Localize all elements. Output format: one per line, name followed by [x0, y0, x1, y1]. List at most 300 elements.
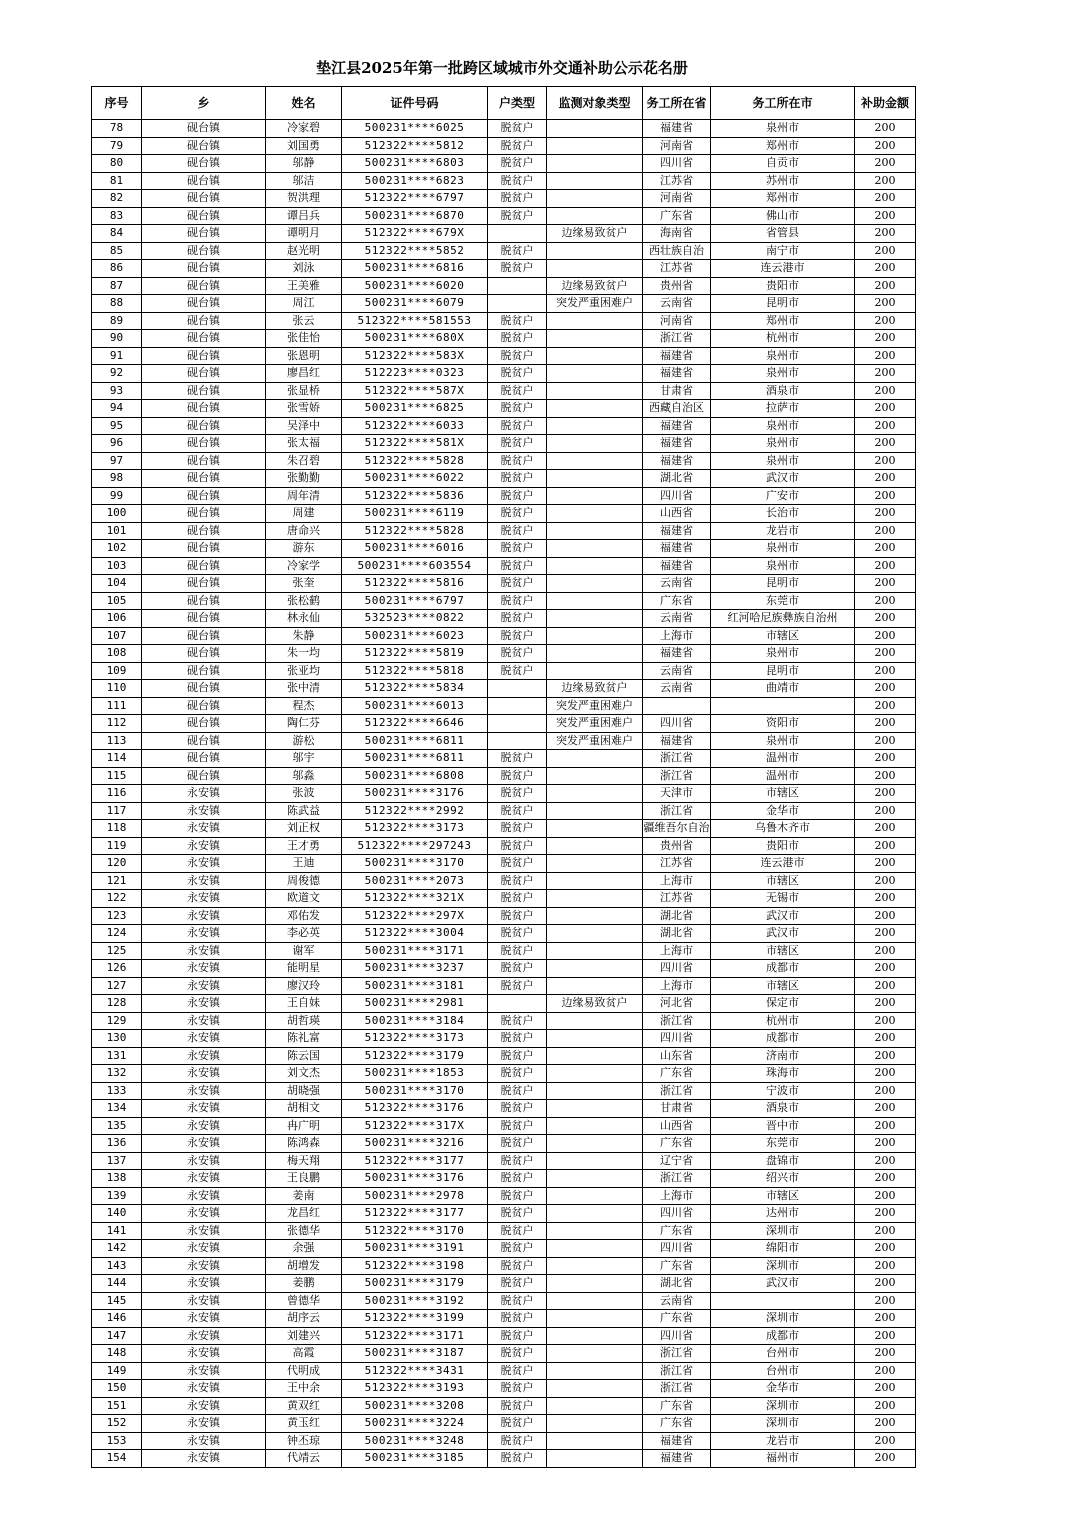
township-cell: 砚台镇: [142, 347, 266, 365]
household-type-cell: 脱贫户: [488, 505, 547, 523]
id-number-cell: 500231****6023: [342, 627, 488, 645]
city-cell: 泉州市: [711, 645, 855, 663]
table-row: [92, 995, 916, 1013]
amount-cell: 200: [855, 1030, 916, 1048]
name-cell: 梅天翔: [266, 1152, 342, 1170]
household-type-cell: 脱贫户: [488, 785, 547, 803]
id-number-cell: 500231****6013: [342, 697, 488, 715]
city-cell: 台州市: [711, 1345, 855, 1363]
id-number-cell: 512322****297X: [342, 907, 488, 925]
roster-body: [92, 120, 916, 1468]
monitor-type-cell: [547, 207, 643, 225]
township-cell: 永安镇: [142, 1362, 266, 1380]
table-row: [92, 1415, 916, 1433]
monitor-type-cell: [547, 540, 643, 558]
seq-cell: 106: [92, 610, 142, 628]
seq-cell: 103: [92, 557, 142, 575]
seq-cell: 131: [92, 1047, 142, 1065]
id-number-cell: 500231****3176: [342, 785, 488, 803]
city-cell: 泉州市: [711, 435, 855, 453]
header-seq: 序号: [92, 87, 142, 120]
province-cell: 广东省: [643, 1257, 711, 1275]
city-cell: 济南市: [711, 1047, 855, 1065]
monitor-type-cell: [547, 190, 643, 208]
id-number-cell: 500231****6016: [342, 540, 488, 558]
amount-cell: 200: [855, 137, 916, 155]
name-cell: 周建: [266, 505, 342, 523]
name-cell: 张恩明: [266, 347, 342, 365]
city-cell: 武汉市: [711, 470, 855, 488]
amount-cell: 200: [855, 1065, 916, 1083]
seq-cell: 93: [92, 382, 142, 400]
amount-cell: 200: [855, 1327, 916, 1345]
city-cell: 深圳市: [711, 1397, 855, 1415]
city-cell: 市辖区: [711, 872, 855, 890]
household-type-cell: 脱贫户: [488, 487, 547, 505]
city-cell: 红河哈尼族彝族自治州: [711, 610, 855, 628]
monitor-type-cell: [547, 382, 643, 400]
name-cell: 张佳怡: [266, 330, 342, 348]
name-cell: 张德华: [266, 1222, 342, 1240]
name-cell: 谢军: [266, 942, 342, 960]
household-type-cell: 脱贫户: [488, 977, 547, 995]
province-cell: 福建省: [643, 540, 711, 558]
household-type-cell: 脱贫户: [488, 960, 547, 978]
province-cell: 四川省: [643, 1030, 711, 1048]
household-type-cell: 脱贫户: [488, 1292, 547, 1310]
city-cell: 金华市: [711, 802, 855, 820]
amount-cell: 200: [855, 1240, 916, 1258]
amount-cell: 200: [855, 977, 916, 995]
province-cell: 四川省: [643, 487, 711, 505]
township-cell: 永安镇: [142, 1345, 266, 1363]
id-number-cell: 512322****587X: [342, 382, 488, 400]
id-number-cell: 500231****3185: [342, 1450, 488, 1468]
name-cell: 唐命兴: [266, 522, 342, 540]
amount-cell: 200: [855, 1380, 916, 1398]
township-cell: 砚台镇: [142, 750, 266, 768]
township-cell: 砚台镇: [142, 190, 266, 208]
household-type-cell: [488, 680, 547, 698]
monitor-type-cell: [547, 1450, 643, 1468]
seq-cell: 146: [92, 1310, 142, 1328]
monitor-type-cell: [547, 312, 643, 330]
household-type-cell: 脱贫户: [488, 1152, 547, 1170]
household-type-cell: 脱贫户: [488, 347, 547, 365]
household-type-cell: 脱贫户: [488, 1380, 547, 1398]
name-cell: 张中清: [266, 680, 342, 698]
name-cell: 胡相文: [266, 1100, 342, 1118]
seq-cell: 148: [92, 1345, 142, 1363]
province-cell: 江苏省: [643, 855, 711, 873]
township-cell: 砚台镇: [142, 155, 266, 173]
township-cell: 永安镇: [142, 1275, 266, 1293]
household-type-cell: 脱贫户: [488, 382, 547, 400]
province-cell: 云南省: [643, 575, 711, 593]
id-number-cell: 500231****2073: [342, 872, 488, 890]
province-cell: 浙江省: [643, 1012, 711, 1030]
amount-cell: 200: [855, 1345, 916, 1363]
township-cell: 永安镇: [142, 1152, 266, 1170]
id-number-cell: 512322****5812: [342, 137, 488, 155]
province-cell: 四川省: [643, 715, 711, 733]
household-type-cell: 脱贫户: [488, 1222, 547, 1240]
household-type-cell: [488, 995, 547, 1013]
seq-cell: 89: [92, 312, 142, 330]
amount-cell: 200: [855, 610, 916, 628]
monitor-type-cell: [547, 522, 643, 540]
name-cell: 胡晓强: [266, 1082, 342, 1100]
name-cell: 冷家碧: [266, 120, 342, 138]
monitor-type-cell: [547, 1135, 643, 1153]
monitor-type-cell: [547, 750, 643, 768]
name-cell: 陈武益: [266, 802, 342, 820]
province-cell: 湖北省: [643, 907, 711, 925]
township-cell: 砚台镇: [142, 627, 266, 645]
township-cell: 砚台镇: [142, 225, 266, 243]
township-cell: 永安镇: [142, 785, 266, 803]
name-cell: 陈鸿森: [266, 1135, 342, 1153]
province-cell: 福建省: [643, 1432, 711, 1450]
monitor-type-cell: [547, 1275, 643, 1293]
township-cell: 砚台镇: [142, 207, 266, 225]
table-row: [92, 470, 916, 488]
id-number-cell: 512322****3177: [342, 1152, 488, 1170]
seq-cell: 154: [92, 1450, 142, 1468]
household-type-cell: 脱贫户: [488, 137, 547, 155]
province-cell: 山西省: [643, 1117, 711, 1135]
table-row: [92, 260, 916, 278]
monitor-type-cell: [547, 820, 643, 838]
id-number-cell: 512322****3004: [342, 925, 488, 943]
city-cell: 乌鲁木齐市: [711, 820, 855, 838]
seq-cell: 139: [92, 1187, 142, 1205]
province-cell: 云南省: [643, 680, 711, 698]
township-cell: 砚台镇: [142, 505, 266, 523]
id-number-cell: 500231****680X: [342, 330, 488, 348]
table-row: [92, 120, 916, 138]
amount-cell: 200: [855, 837, 916, 855]
amount-cell: 200: [855, 1397, 916, 1415]
household-type-cell: 脱贫户: [488, 207, 547, 225]
id-number-cell: 500231****3237: [342, 960, 488, 978]
name-cell: 王迪: [266, 855, 342, 873]
household-type-cell: 脱贫户: [488, 1012, 547, 1030]
monitor-type-cell: [547, 1257, 643, 1275]
city-cell: 贵阳市: [711, 837, 855, 855]
city-cell: 泉州市: [711, 417, 855, 435]
household-type-cell: 脱贫户: [488, 907, 547, 925]
id-number-cell: 500231****6823: [342, 172, 488, 190]
name-cell: 高霞: [266, 1345, 342, 1363]
amount-cell: 200: [855, 1222, 916, 1240]
city-cell: 成都市: [711, 1030, 855, 1048]
amount-cell: 200: [855, 540, 916, 558]
city-cell: 郑州市: [711, 190, 855, 208]
household-type-cell: 脱贫户: [488, 1327, 547, 1345]
township-cell: 永安镇: [142, 960, 266, 978]
seq-cell: 153: [92, 1432, 142, 1450]
city-cell: 自贡市: [711, 155, 855, 173]
name-cell: 刘泳: [266, 260, 342, 278]
table-row: [92, 435, 916, 453]
province-cell: 福建省: [643, 1450, 711, 1468]
household-type-cell: 脱贫户: [488, 1257, 547, 1275]
province-cell: 广东省: [643, 1222, 711, 1240]
header-row: [92, 87, 916, 120]
province-cell: 湖北省: [643, 470, 711, 488]
table-row: [92, 575, 916, 593]
province-cell: 浙江省: [643, 1170, 711, 1188]
monitor-type-cell: [547, 610, 643, 628]
amount-cell: 200: [855, 575, 916, 593]
monitor-type-cell: 边缘易致贫户: [547, 277, 643, 295]
city-cell: 酒泉市: [711, 382, 855, 400]
seq-cell: 130: [92, 1030, 142, 1048]
table-row: [92, 1292, 916, 1310]
monitor-type-cell: [547, 925, 643, 943]
province-cell: 山东省: [643, 1047, 711, 1065]
township-cell: 砚台镇: [142, 435, 266, 453]
name-cell: 张松鹤: [266, 592, 342, 610]
name-cell: 王美雅: [266, 277, 342, 295]
township-cell: 砚台镇: [142, 312, 266, 330]
city-cell: 佛山市: [711, 207, 855, 225]
household-type-cell: 脱贫户: [488, 365, 547, 383]
city-cell: 南宁市: [711, 242, 855, 260]
province-cell: 浙江省: [643, 750, 711, 768]
province-cell: 云南省: [643, 610, 711, 628]
amount-cell: 200: [855, 260, 916, 278]
table-row: [92, 1275, 916, 1293]
city-cell: 龙岩市: [711, 1432, 855, 1450]
township-cell: 永安镇: [142, 802, 266, 820]
table-row: [92, 750, 916, 768]
name-cell: 钟丕琼: [266, 1432, 342, 1450]
monitor-type-cell: [547, 1012, 643, 1030]
table-row: [92, 190, 916, 208]
id-number-cell: 500231****6020: [342, 277, 488, 295]
table-row: [92, 155, 916, 173]
monitor-type-cell: 突发严重困难户: [547, 697, 643, 715]
province-cell: 广东省: [643, 1415, 711, 1433]
township-cell: 砚台镇: [142, 575, 266, 593]
seq-cell: 119: [92, 837, 142, 855]
id-number-cell: 512322****3171: [342, 1327, 488, 1345]
city-cell: 长治市: [711, 505, 855, 523]
city-cell: 晋中市: [711, 1117, 855, 1135]
seq-cell: 116: [92, 785, 142, 803]
city-cell: 台州市: [711, 1362, 855, 1380]
seq-cell: 102: [92, 540, 142, 558]
table-row: [92, 1152, 916, 1170]
monitor-type-cell: [547, 1170, 643, 1188]
province-cell: 辽宁省: [643, 1152, 711, 1170]
household-type-cell: 脱贫户: [488, 400, 547, 418]
township-cell: 砚台镇: [142, 557, 266, 575]
id-number-cell: 512322****5836: [342, 487, 488, 505]
seq-cell: 87: [92, 277, 142, 295]
city-cell: [711, 1292, 855, 1310]
amount-cell: 200: [855, 960, 916, 978]
household-type-cell: 脱贫户: [488, 1065, 547, 1083]
id-number-cell: 512322****3177: [342, 1205, 488, 1223]
household-type-cell: 脱贫户: [488, 312, 547, 330]
city-cell: 绍兴市: [711, 1170, 855, 1188]
seq-cell: 96: [92, 435, 142, 453]
id-number-cell: 500231****6022: [342, 470, 488, 488]
id-number-cell: 512322****5828: [342, 452, 488, 470]
table-row: [92, 242, 916, 260]
table-row: [92, 225, 916, 243]
amount-cell: 200: [855, 1205, 916, 1223]
seq-cell: 112: [92, 715, 142, 733]
monitor-type-cell: [547, 400, 643, 418]
household-type-cell: 脱贫户: [488, 767, 547, 785]
table-row: [92, 1030, 916, 1048]
table-row: [92, 365, 916, 383]
name-cell: 林永仙: [266, 610, 342, 628]
amount-cell: 200: [855, 1362, 916, 1380]
header-work-city: 务工所在市: [711, 87, 855, 120]
table-row: [92, 1012, 916, 1030]
amount-cell: 200: [855, 1100, 916, 1118]
household-type-cell: 脱贫户: [488, 662, 547, 680]
household-type-cell: 脱贫户: [488, 540, 547, 558]
monitor-type-cell: [547, 347, 643, 365]
township-cell: 永安镇: [142, 1397, 266, 1415]
household-type-cell: 脱贫户: [488, 610, 547, 628]
seq-cell: 129: [92, 1012, 142, 1030]
id-number-cell: 500231****6825: [342, 400, 488, 418]
id-number-cell: 500231****3170: [342, 855, 488, 873]
header-name: 姓名: [266, 87, 342, 120]
name-cell: 刘建兴: [266, 1327, 342, 1345]
table-row: [92, 295, 916, 313]
province-cell: 山西省: [643, 505, 711, 523]
township-cell: 永安镇: [142, 890, 266, 908]
amount-cell: 200: [855, 925, 916, 943]
monitor-type-cell: [547, 575, 643, 593]
table-row: [92, 207, 916, 225]
township-cell: 砚台镇: [142, 452, 266, 470]
monitor-type-cell: [547, 785, 643, 803]
township-cell: 永安镇: [142, 977, 266, 995]
household-type-cell: 脱贫户: [488, 837, 547, 855]
amount-cell: 200: [855, 942, 916, 960]
id-number-cell: 512322****3199: [342, 1310, 488, 1328]
name-cell: 谭吕兵: [266, 207, 342, 225]
household-type-cell: 脱贫户: [488, 435, 547, 453]
city-cell: 泉州市: [711, 347, 855, 365]
township-cell: 砚台镇: [142, 470, 266, 488]
monitor-type-cell: [547, 505, 643, 523]
amount-cell: 200: [855, 382, 916, 400]
table-row: [92, 1380, 916, 1398]
table-row: [92, 820, 916, 838]
province-cell: 上海市: [643, 872, 711, 890]
seq-cell: 107: [92, 627, 142, 645]
monitor-type-cell: [547, 1415, 643, 1433]
amount-cell: 200: [855, 1275, 916, 1293]
township-cell: 永安镇: [142, 1187, 266, 1205]
name-cell: 胡序云: [266, 1310, 342, 1328]
name-cell: 冉广明: [266, 1117, 342, 1135]
id-number-cell: 512322****3193: [342, 1380, 488, 1398]
seq-cell: 150: [92, 1380, 142, 1398]
township-cell: 永安镇: [142, 1310, 266, 1328]
city-cell: 温州市: [711, 750, 855, 768]
name-cell: 能明星: [266, 960, 342, 978]
seq-cell: 117: [92, 802, 142, 820]
province-cell: 云南省: [643, 295, 711, 313]
seq-cell: 81: [92, 172, 142, 190]
monitor-type-cell: [547, 365, 643, 383]
table-row: [92, 960, 916, 978]
name-cell: 周江: [266, 295, 342, 313]
name-cell: 王才勇: [266, 837, 342, 855]
city-cell: 武汉市: [711, 907, 855, 925]
id-number-cell: 512322****5828: [342, 522, 488, 540]
monitor-type-cell: [547, 977, 643, 995]
name-cell: 游松: [266, 732, 342, 750]
seq-cell: 145: [92, 1292, 142, 1310]
table-row: [92, 312, 916, 330]
city-cell: 市辖区: [711, 977, 855, 995]
amount-cell: 200: [855, 872, 916, 890]
seq-cell: 136: [92, 1135, 142, 1153]
id-number-cell: 512322****3173: [342, 820, 488, 838]
table-row: [92, 925, 916, 943]
seq-cell: 105: [92, 592, 142, 610]
id-number-cell: 512322****321X: [342, 890, 488, 908]
household-type-cell: 脱贫户: [488, 1205, 547, 1223]
township-cell: 砚台镇: [142, 592, 266, 610]
id-number-cell: 512322****5819: [342, 645, 488, 663]
household-type-cell: 脱贫户: [488, 1135, 547, 1153]
monitor-type-cell: [547, 1047, 643, 1065]
seq-cell: 95: [92, 417, 142, 435]
table-row: [92, 1117, 916, 1135]
name-cell: 龙昌红: [266, 1205, 342, 1223]
table-row: [92, 1257, 916, 1275]
city-cell: 连云港市: [711, 260, 855, 278]
city-cell: 泉州市: [711, 540, 855, 558]
monitor-type-cell: 突发严重困难户: [547, 732, 643, 750]
id-number-cell: 512322****5816: [342, 575, 488, 593]
id-number-cell: 500231****3216: [342, 1135, 488, 1153]
table-row: [92, 137, 916, 155]
monitor-type-cell: [547, 1362, 643, 1380]
monitor-type-cell: [547, 452, 643, 470]
id-number-cell: 512322****6646: [342, 715, 488, 733]
amount-cell: 200: [855, 750, 916, 768]
table-row: [92, 715, 916, 733]
header-subsidy-amount: 补助金额: [855, 87, 916, 120]
seq-cell: 86: [92, 260, 142, 278]
province-cell: 福建省: [643, 557, 711, 575]
amount-cell: 200: [855, 330, 916, 348]
table-row: [92, 942, 916, 960]
table-row: [92, 382, 916, 400]
name-cell: 张勤勤: [266, 470, 342, 488]
township-cell: 砚台镇: [142, 365, 266, 383]
township-cell: 砚台镇: [142, 697, 266, 715]
header-township: 乡: [142, 87, 266, 120]
seq-cell: 90: [92, 330, 142, 348]
township-cell: 砚台镇: [142, 767, 266, 785]
id-number-cell: 500231****2978: [342, 1187, 488, 1205]
